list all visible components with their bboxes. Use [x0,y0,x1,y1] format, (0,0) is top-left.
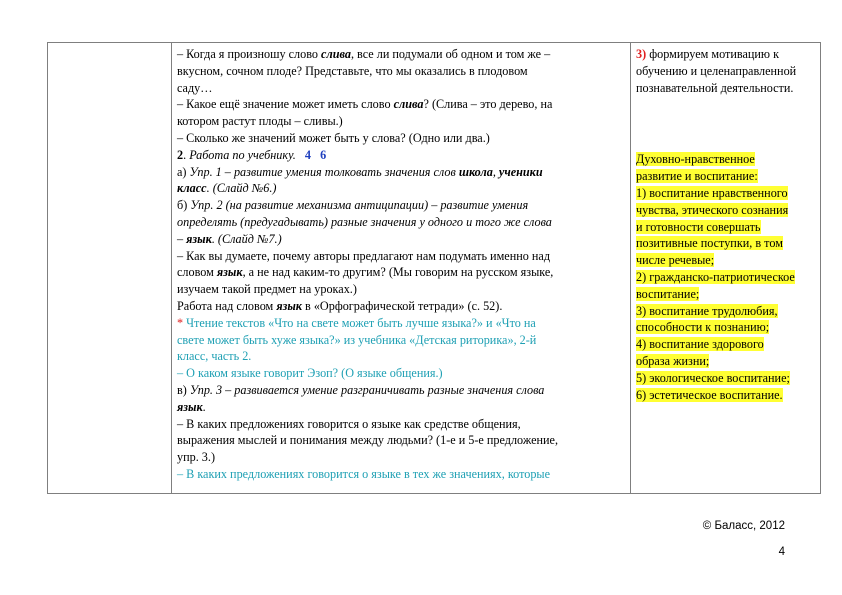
highlighted-line: числе речевые; [636,253,715,268]
text-line: язык. [177,399,206,414]
highlighted-line: Духовно-нравственное [636,152,755,167]
text-line: – В каких предложениях говорится о языке в тех же значениях, которые [177,466,551,481]
text-line: свете может быть хуже языка?» из учебника «Детская риторика», 2-й [177,332,537,347]
text-line: 3) формируем мотивацию к [636,47,779,61]
text-line: класс. (Слайд №6.) [177,181,277,196]
text-line: – Какое ещё значение может иметь слово слива? (Слива – это дерево, на [177,97,553,112]
highlighted-line: способности к познанию; [636,320,770,335]
text-line: в) Упр. 3 – развивается умение разграничивать разные значения слова [177,382,545,397]
text-line: словом язык, а не над каким-то другим? (Мы говорим на русском языке, [177,265,554,280]
text-line: а) Упр. 1 – развитие умения толковать значения слов школа, ученики [177,164,543,179]
copyright-footer: © Баласс, 2012 [702,520,785,532]
highlighted-line: чувства, этического сознания [636,202,789,217]
text-line: класс, часть 2. [177,349,252,364]
section-heading: 2. Работа по учебнику. 4 6 [177,147,327,162]
highlighted-line: 3) воспитание трудолюбия, [636,303,778,318]
slide-link-6[interactable]: 6 [320,147,327,162]
text-line: выражения мыслей и понимания между людьми? (1-е и 5-е предложение, [177,433,559,448]
text-line: б) Упр. 2 (на развитие механизма антиципации) – развитие умения [177,198,529,213]
text-line: – Как вы думаете, почему авторы предлагают нам подумать именно над [177,248,551,263]
outcomes-text [636,46,818,403]
highlighted-line: 2) гражданско-патриотическое [636,269,795,284]
highlighted-line: позитивные поступки, в том [636,236,783,251]
slide-link-4[interactable]: 4 [304,147,312,162]
stage-column [48,43,172,493]
text-line: * Чтение текстов «Что на свете может быть лучше языка?» и «Что на [177,315,536,330]
text-line: определять (предугадывать) разные значения у одного и того же слова [177,214,552,229]
text-line: познавательной деятельности. [636,80,794,95]
text-line: – Сколько же значений может быть у слова? (Одно или два.) [177,130,490,145]
highlighted-line: 5) экологическое воспитание; [636,370,790,385]
text-line: вкусном, сочном плоде? Представьте, что мы оказались в плодовом [177,63,528,78]
lesson-table [47,42,821,494]
lesson-text [177,46,627,483]
highlighted-line: 6) эстетическое воспитание. [636,387,783,402]
highlighted-line: развитие и воспитание: [636,169,758,184]
highlighted-line: и готовности совершать [636,219,761,234]
content-column [172,43,631,493]
highlighted-line: воспитание; [636,286,700,301]
highlighted-line: 1) воспитание нравственного [636,185,788,200]
text-line: упр. 3.) [177,450,216,465]
asterisk-mark: * [177,315,184,330]
text-line: – язык. (Слайд №7.) [177,231,282,246]
text-line: котором растут плоды – сливы.) [177,114,343,129]
text-line: – Когда я произношу слово слива, все ли подумали об одном и том же – [177,47,551,61]
text-line: саду… [177,80,213,95]
text-line: – В каких предложениях говорится о языке как средстве общения, [177,416,521,431]
highlighted-line: 4) воспитание здорового [636,337,764,352]
highlighted-line: образа жизни; [636,353,710,368]
text-line: Работа над словом язык в «Орфографической тетради» (с. 52). [177,298,503,313]
text-line: – О каком языке говорит Эзоп? (О языке общения.) [177,366,443,381]
text-line: изучаем такой предмет на уроках.) [177,282,357,297]
outcomes-column [631,43,820,493]
text-line: обучению и целенаправленной [636,63,797,78]
page-number: 4 [778,546,785,558]
